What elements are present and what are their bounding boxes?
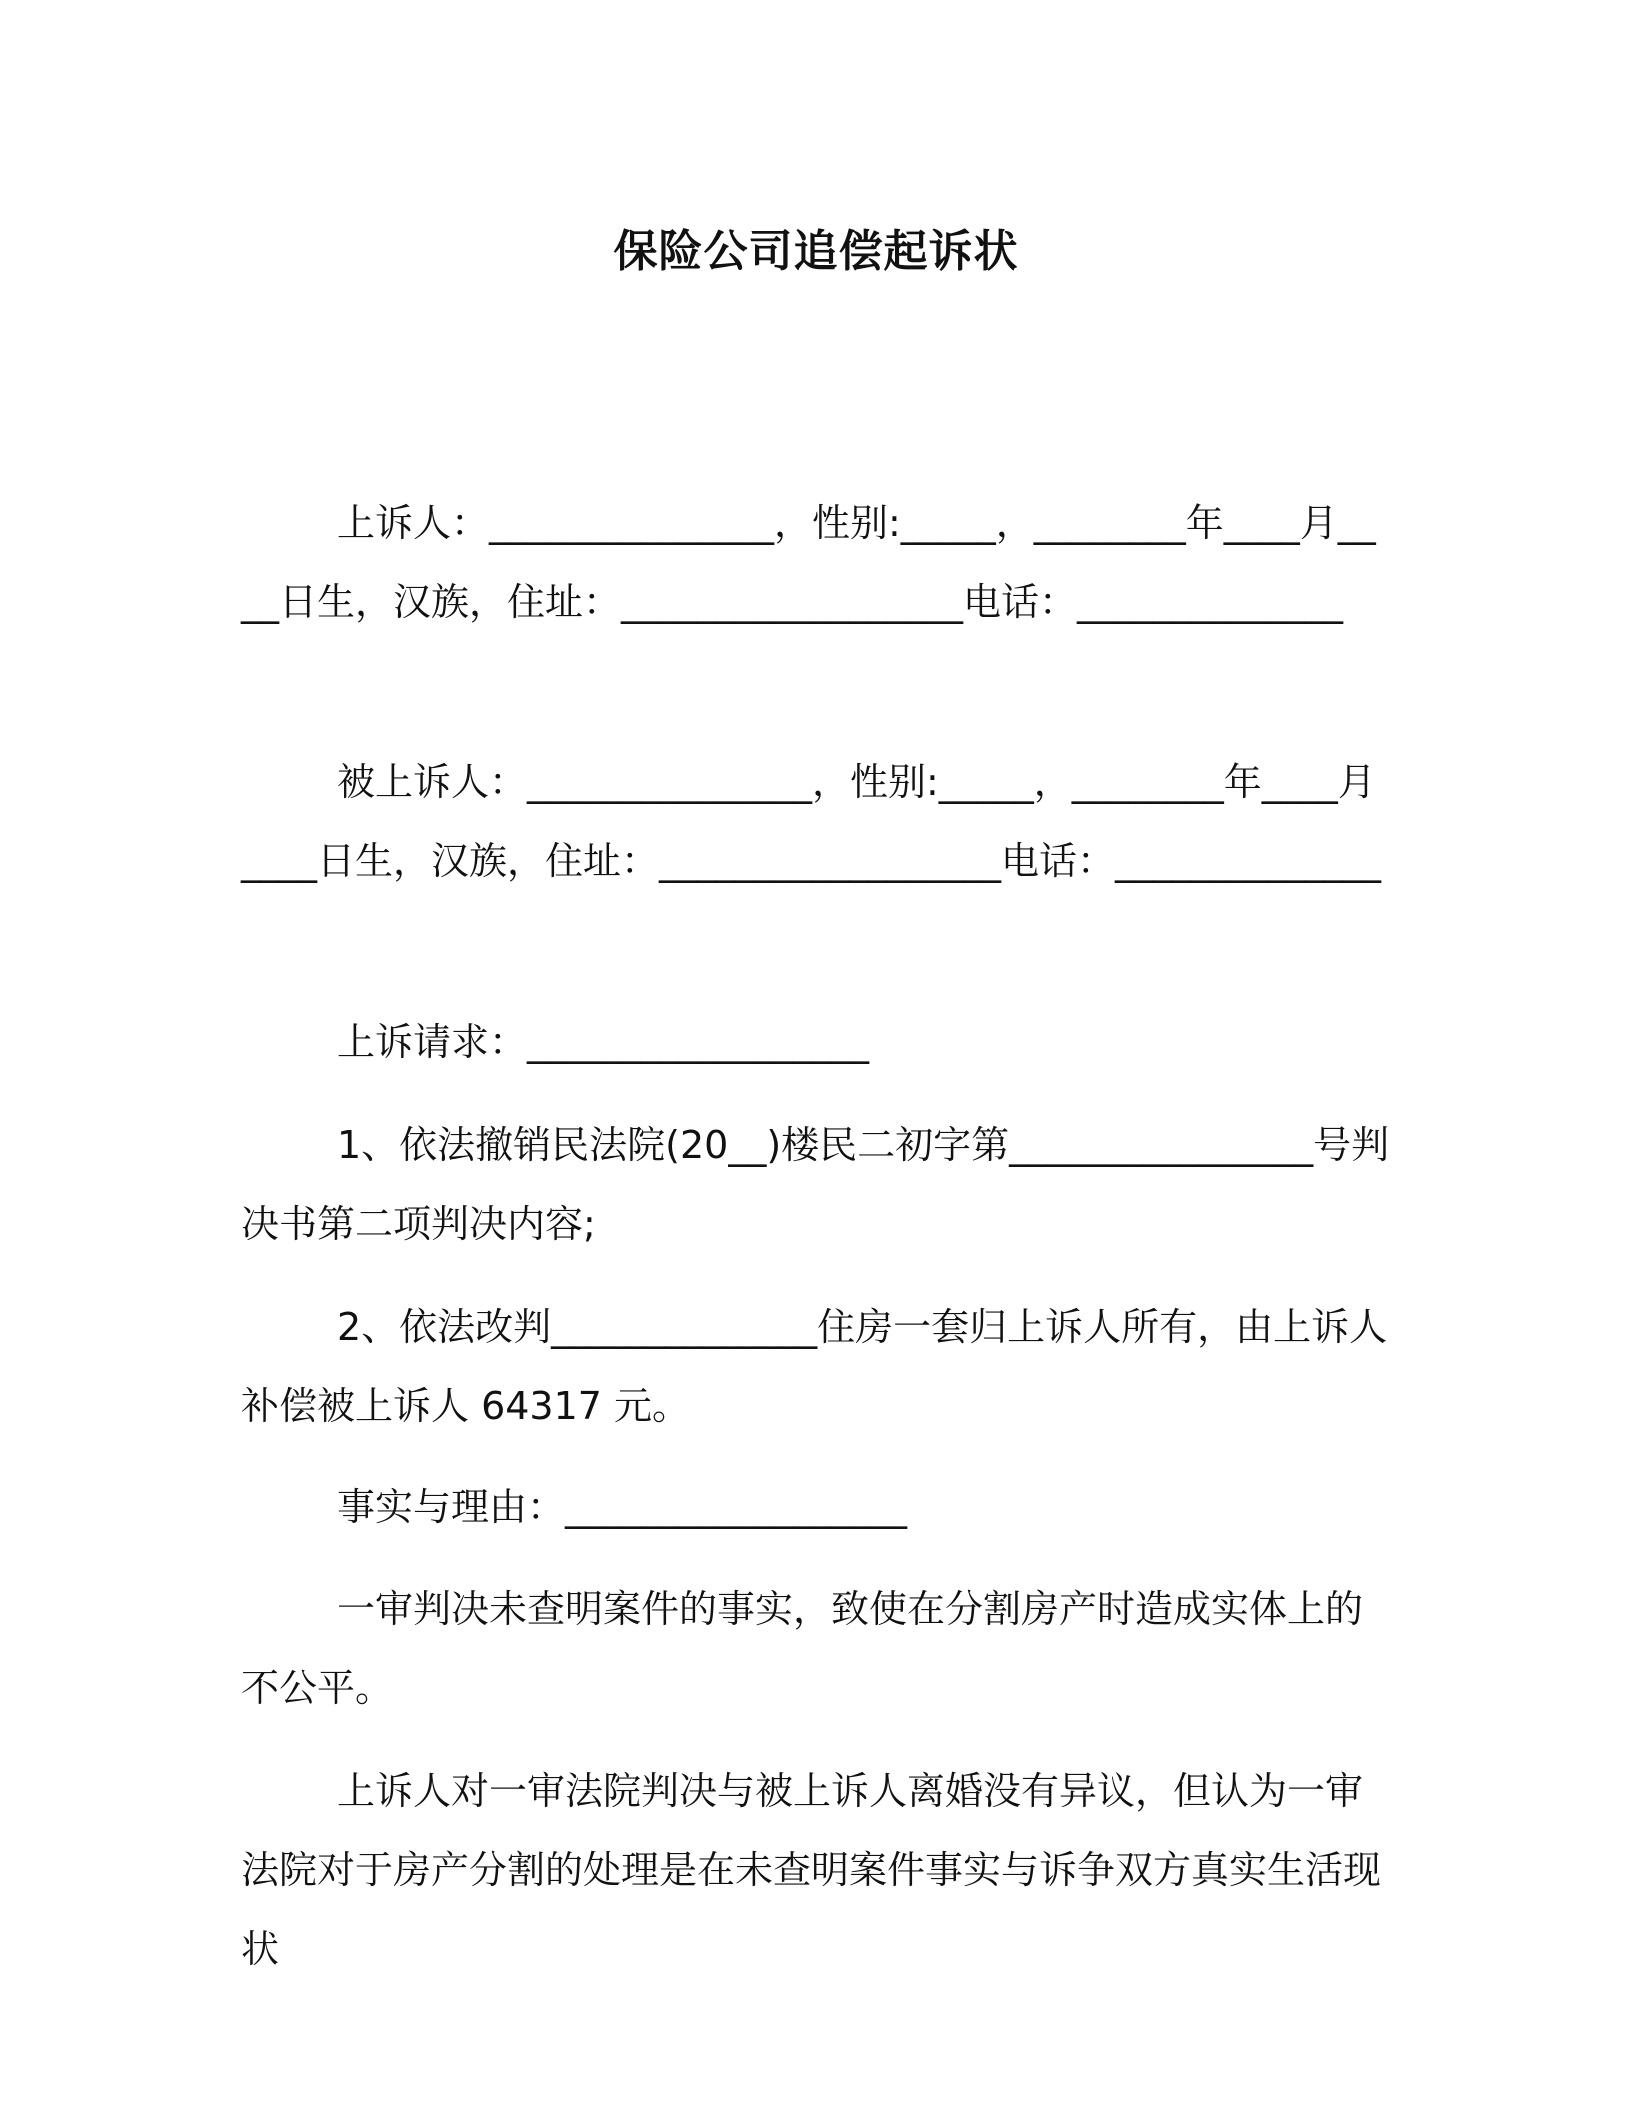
appeal-request-item-2: 2、依法改判______________住房一套归上诉人所有，由上诉人补偿被上诉人 64317 元。 (241, 1305, 1388, 1428)
facts-paragraph-2: 上诉人对一审法院判决与被上诉人离婚没有异议，但认为一审法院对于房产分割的处理是在未查明案件事实与诉争双方真实生活现状 (241, 1769, 1382, 1971)
appellant-info-paragraph: 上诉人：_______________，性别:_____，________年____月____日生，汉族，住址：__________________电话：______________ (241, 501, 1376, 624)
facts-and-reasons-heading: 事实与理由：__________________ (337, 1485, 908, 1529)
facts-paragraph-1: 一审判决未查明案件的事实，致使在分割房产时造成实体上的不公平。 (241, 1587, 1364, 1710)
appeal-requests-heading: 上诉请求：__________________ (337, 1020, 870, 1064)
appellee-info-paragraph: 被上诉人：_______________，性别:_____，________年____月____日生，汉族，住址：__________________电话：______________ (241, 760, 1382, 883)
appeal-request-item-1: 1、依法撤销民法院(20__)楼民二初字第________________号判决书第二项判决内容; (241, 1123, 1390, 1246)
document-title: 保险公司追偿起诉状 (613, 226, 1019, 277)
